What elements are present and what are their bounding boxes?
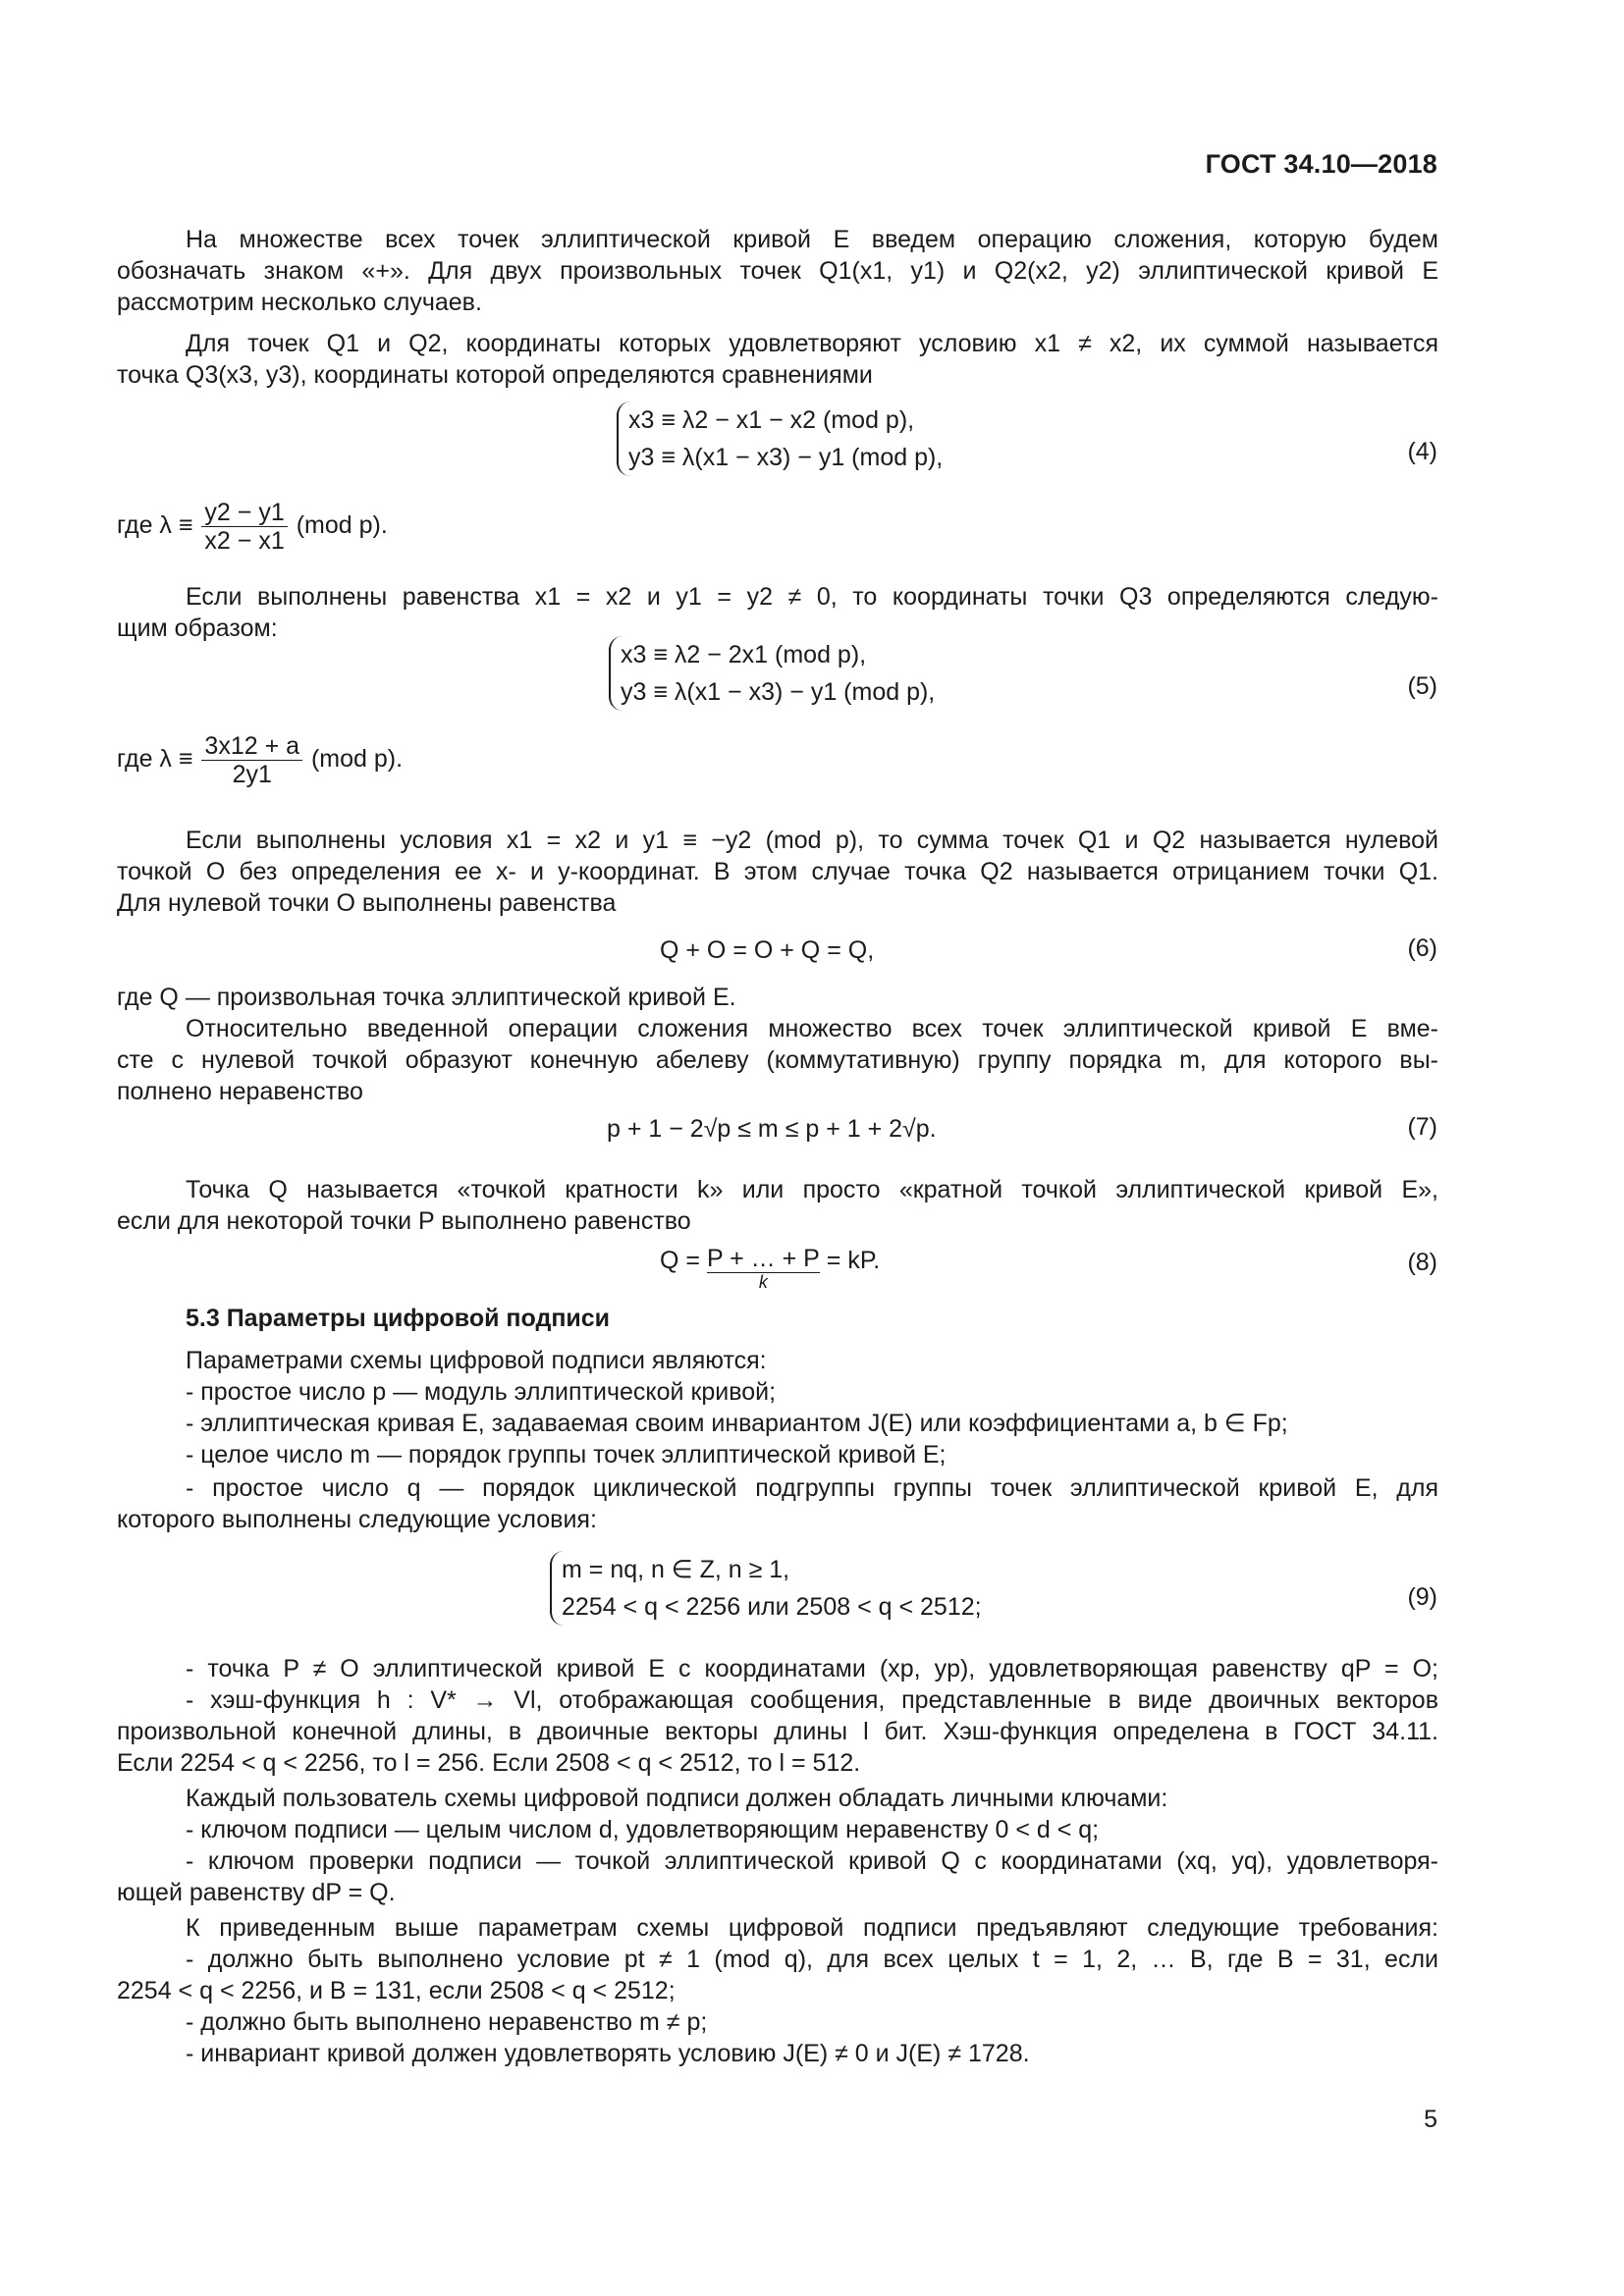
text-line: - должно быть выполнено неравенство m ≠ p; [186,2008,708,2036]
equation-5-row-1: x3 ≡ λ2 − 2x1 (mod p), [621,641,867,668]
document-header: ГОСТ 34.10—2018 [1205,149,1437,179]
equation-8-sum: P + … + P [706,1245,820,1272]
equation-number-8: (8) [1407,1249,1437,1276]
text-line: - простое число p — модуль эллиптической кривой; [186,1378,777,1406]
lambda-fraction [201,732,302,788]
equation-8-left: Q = [660,1247,700,1274]
equation-8-count: k [758,1272,768,1292]
lambda-prefix: где λ ≡ [117,511,193,540]
equation-9-row-1: m = nq, n ∈ Z, n ≥ 1, [562,1556,790,1583]
section-title: 5.3 Параметры цифровой подписи [186,1305,611,1332]
equation-8 [660,1245,880,1291]
text-line: где Q — произвольная точка эллиптической кривой E. [117,984,736,1011]
text-line: - должно быть выполнено условие pt ≠ 1 (mod q), для всех целых t = 1, 2, … B, где B = 31, если [186,1946,1438,1973]
text-line: - ключом подписи — целым числом d, удовлетворяющим неравенству 0 < d < q; [186,1816,1100,1843]
text-line: которого выполнены следующие условия: [117,1506,597,1533]
equation-number-7: (7) [1407,1113,1437,1141]
equation-6: Q + O = O + Q = Q, [660,936,875,964]
text-line: Для точек Q1 и Q2, координаты которых удовлетворяют условию x1 ≠ x2, их суммой называется [186,330,1438,357]
text-line: - точка P ≠ O эллиптической кривой E с координатами (xp, yp), удовлетворяющая равенству qP = O; [186,1655,1438,1682]
text-line: рассмотрим несколько случаев. [117,289,482,316]
fraction-denominator: 2y1 [232,761,272,788]
equation-number-9: (9) [1407,1583,1437,1611]
fraction-numerator: y2 − y1 [201,499,287,527]
text-line: если для некоторой точки P выполнено равенство [117,1207,691,1235]
equation-5-system [609,636,935,711]
text-line: сте с нулевой точкой образуют конечную абелеву (коммутативную) группу порядка m, для которого вы- [117,1046,1438,1074]
text-line: Если выполнены равенства x1 = x2 и y1 = y2 ≠ 0, то координаты точки Q3 определяются следую- [186,583,1438,611]
fraction-denominator: x2 − x1 [204,527,285,555]
equation-9-system [550,1551,982,1626]
equation-7: p + 1 − 2√p ≤ m ≤ p + 1 + 2√p. [607,1115,937,1143]
text-line: - хэш-функция h : V* → Vl, отображающая сообщения, представленные в виде двоичных векторов [186,1686,1438,1714]
lambda-definition-5 [117,732,403,788]
text-line: ющей равенству dP = Q. [117,1879,396,1906]
text-line: Каждый пользователь схемы цифровой подписи должен обладать личными ключами: [186,1785,1168,1812]
text-line: Точка Q называется «точкой кратности k» или просто «кратной точкой эллиптической кривой E», [186,1176,1438,1203]
lambda-definition-4 [117,499,388,555]
equation-8-underbrace [707,1245,820,1291]
equation-number-6: (6) [1407,934,1437,962]
text-line: - целое число m — порядок группы точек эллиптической кривой E; [186,1441,947,1468]
lambda-fraction [201,499,287,555]
text-line: 2254 < q < 2256, и B = 131, если 2508 < q < 2512; [117,1977,676,2004]
text-line: К приведенным выше параметрам схемы цифровой подписи предъявляют следующие требования: [186,1914,1438,1942]
equation-4-row-2: y3 ≡ λ(x1 − x3) − y1 (mod p), [628,444,944,471]
text-line: полнено неравенство [117,1078,363,1105]
text-line: - эллиптическая кривая E, задаваемая своим инвариантом J(E) или коэффициентами a, b ∈ Fp; [186,1410,1288,1437]
text-line: Относительно введенной операции сложения множество всех точек эллиптической кривой E вме- [186,1015,1438,1042]
text-line: - простое число q — порядок циклической подгруппы группы точек эллиптической кривой E, для [186,1474,1438,1502]
text-line: точка Q3(x3, y3), координаты которой определяются сравнениями [117,361,873,389]
equation-4-system [617,401,943,476]
equation-8-right: = kP. [826,1247,881,1274]
equation-5-row-2: y3 ≡ λ(x1 − x3) − y1 (mod p), [621,678,936,706]
text-line: Если 2254 < q < 2256, то l = 256. Если 2508 < q < 2512, то l = 512. [117,1749,861,1777]
equation-number-4: (4) [1407,438,1437,465]
lambda-suffix: (mod p). [310,745,404,774]
text-line: Параметрами схемы цифровой подписи являются: [186,1347,767,1374]
equation-4-row-1: x3 ≡ λ2 − x1 − x2 (mod p), [628,406,915,434]
lambda-prefix: где λ ≡ [117,745,193,774]
page-number: 5 [1424,2106,1437,2133]
text-line: На множестве всех точек эллиптической кривой E введем операцию сложения, которую будем [186,226,1438,253]
text-line: произвольной конечной длины, в двоичные векторы длины l бит. Хэш-функция определена в ГОСТ 34.11. [117,1718,1438,1745]
fraction-numerator: 3x12 + a [201,732,302,761]
text-line: точкой O без определения ее x- и y-координат. В этом случае точка Q2 называется отрицанием точки Q1. [117,858,1438,885]
equation-9-row-2: 2254 < q < 2256 или 2508 < q < 2512; [562,1593,982,1621]
text-line: - инвариант кривой должен удовлетворять условию J(E) ≠ 0 и J(E) ≠ 1728. [186,2040,1030,2067]
text-line: Если выполнены условия x1 = x2 и y1 ≡ −y2 (mod p), то сумма точек Q1 и Q2 называется нулевой [186,827,1438,854]
text-line: Для нулевой точки O выполнены равенства [117,889,617,917]
text-line: - ключом проверки подписи — точкой эллиптической кривой Q с координатами (xq, yq), удовлетворя- [186,1847,1438,1875]
equation-number-5: (5) [1407,672,1437,700]
text-line: щим образом: [117,614,278,642]
text-line: обозначать знаком «+». Для двух произвольных точек Q1(x1, y1) и Q2(x2, y2) эллиптической кривой E [117,257,1438,285]
lambda-suffix: (mod p). [296,511,388,540]
